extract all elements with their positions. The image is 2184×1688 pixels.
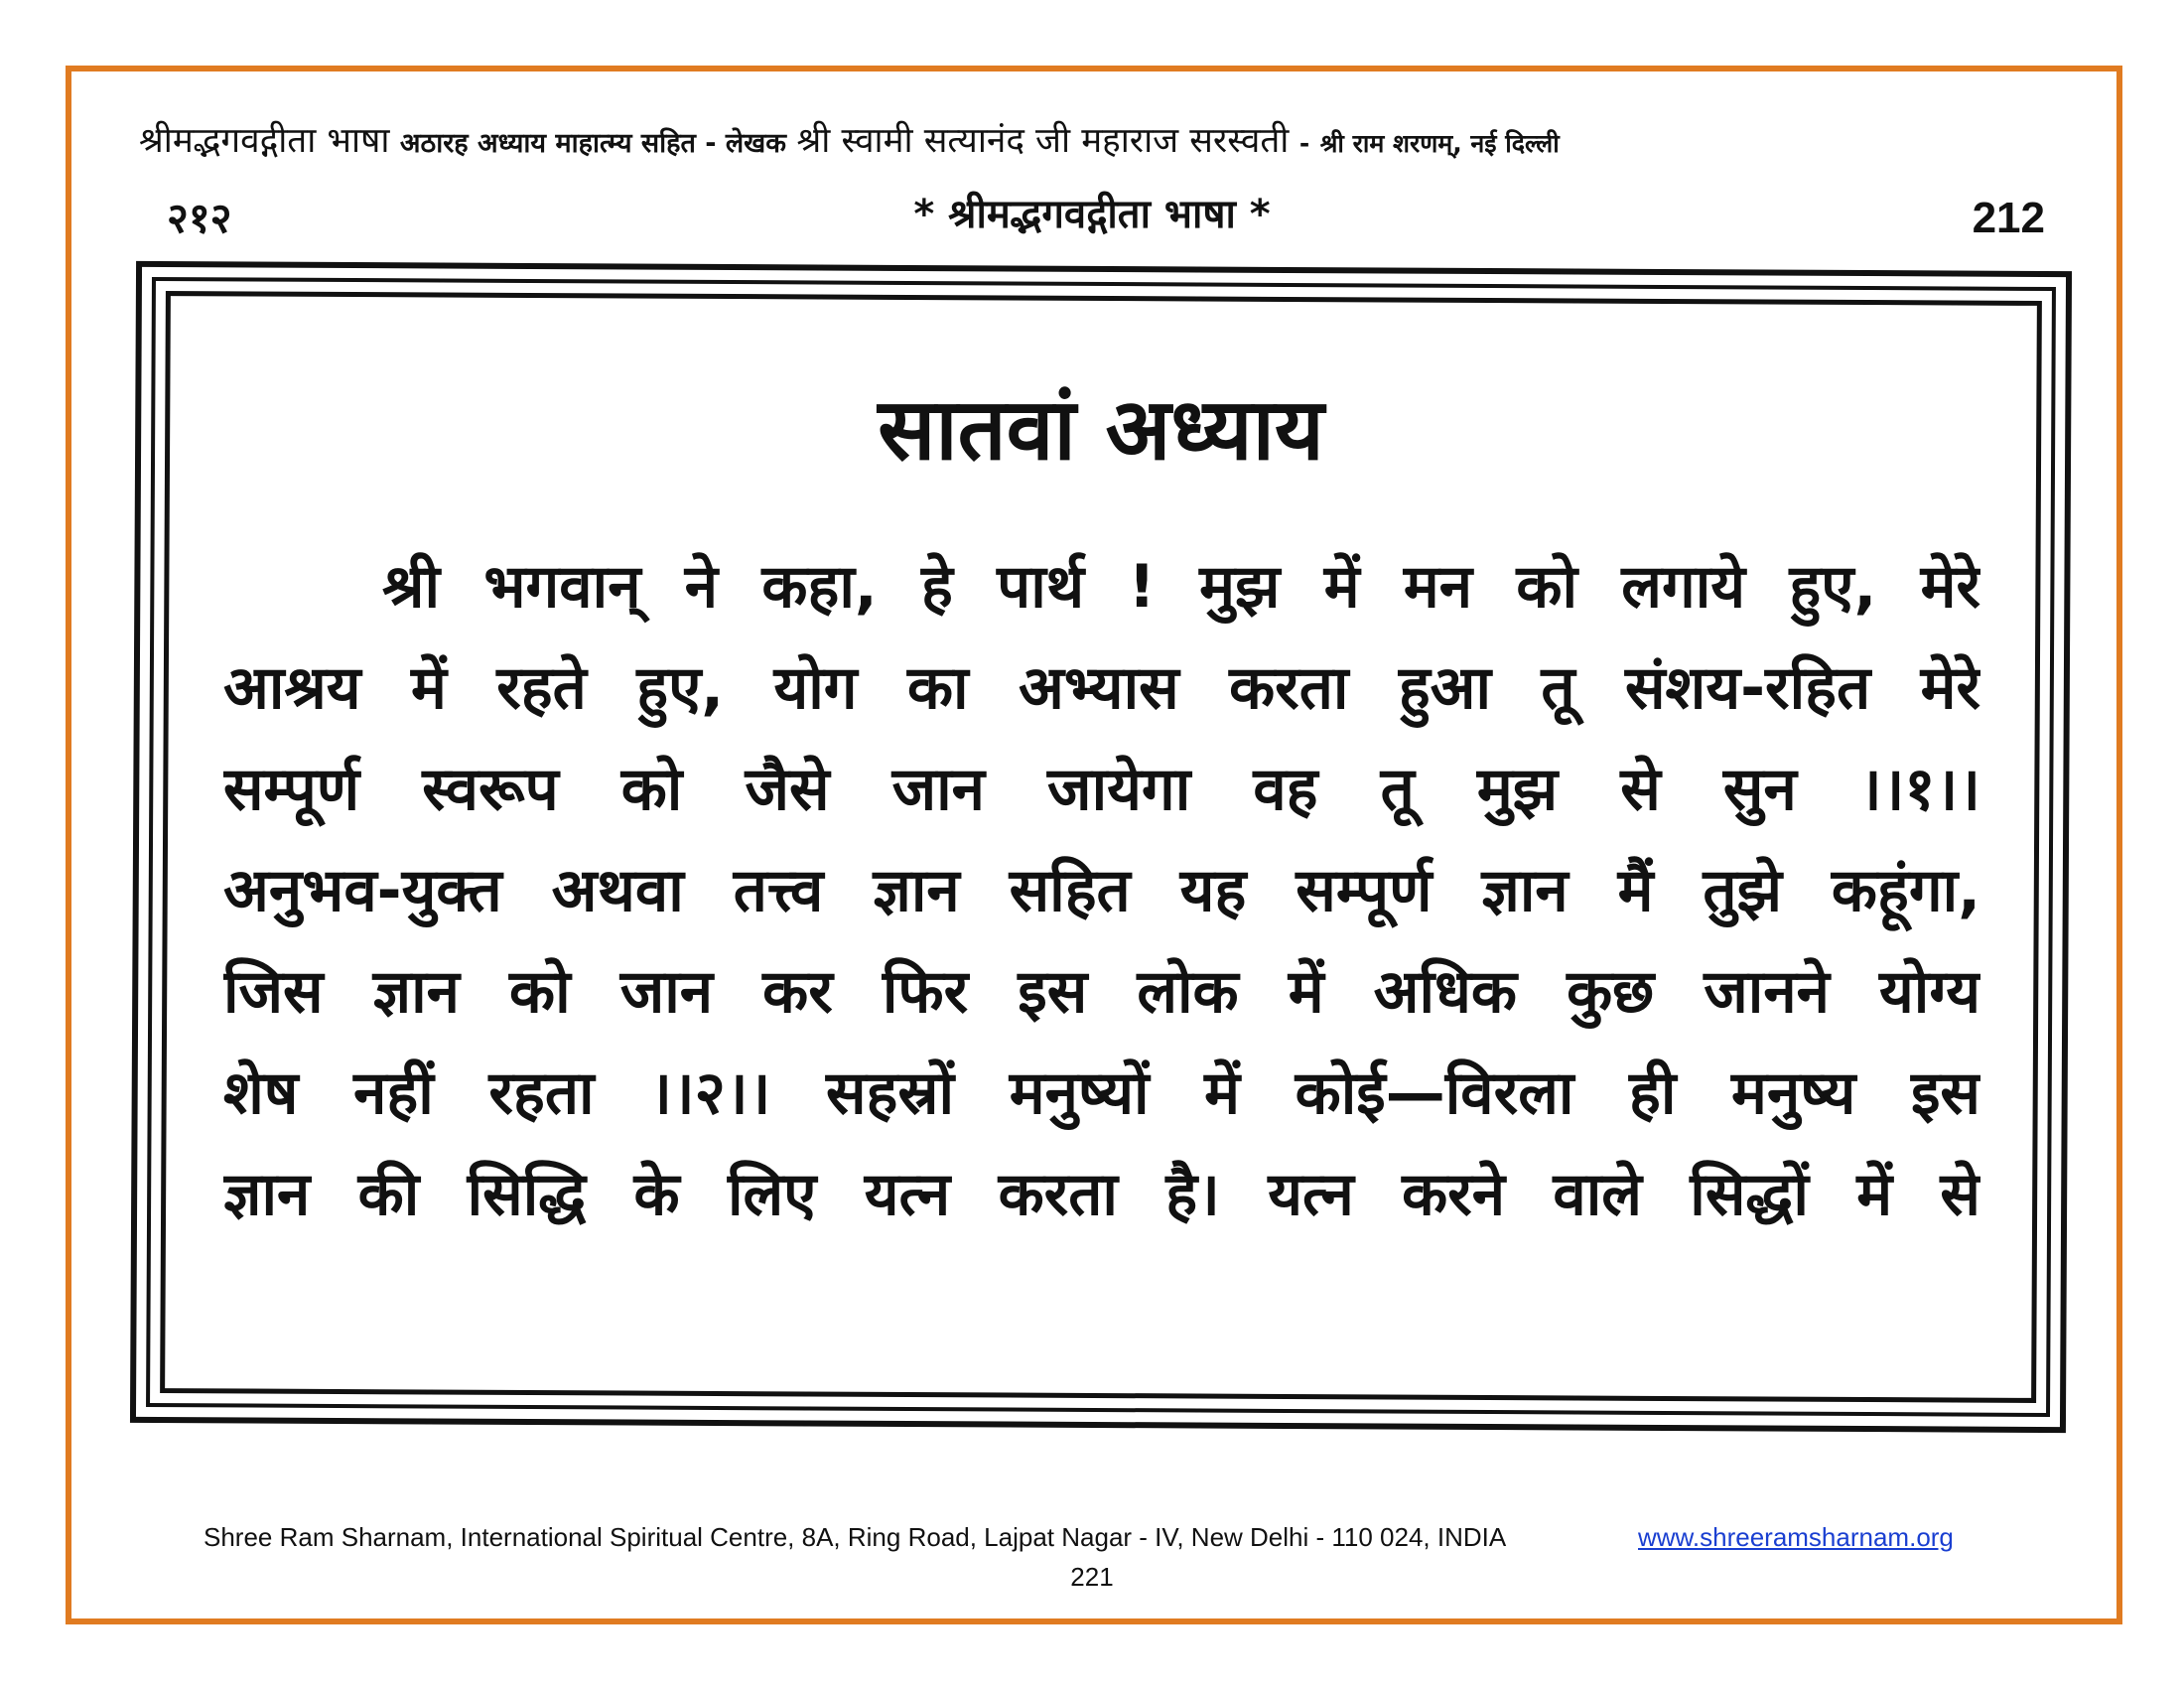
page-number-devanagari: २१२ <box>167 194 232 242</box>
page-number-arabic: 212 <box>1972 194 2045 242</box>
chapter-title: सातवां अध्याय <box>878 380 1324 480</box>
verse-text <box>223 536 1980 1245</box>
book-title: श्रीमद्भगवद्गीता भाषा <box>139 121 390 161</box>
text-line: अनुभव-युक्त अथवा तत्त्व ज्ञान सहित यह सम्पूर्ण ज्ञान मैं तुझे कहूंगा, <box>223 856 1980 925</box>
author-name: श्री स्वामी सत्यानंद जी महाराज सरस्वती <box>796 121 1290 161</box>
text-line: सम्पूर्ण स्वरूप को जैसे जान जायेगा वह तू मुझ से सुन ।।१।। <box>223 755 1980 824</box>
book-header <box>139 117 2065 168</box>
running-title: * श्रीमद्भगवद्गीता भाषा * <box>913 192 1271 237</box>
text-line: आश्रय में रहते हुए, योग का अभ्यास करता हुआ तू संशय-रहित मेरे <box>223 653 1980 723</box>
text-line: ज्ञान की सिद्धि के लिए यत्न करता है। यत्न करने वाले सिद्धों में से <box>223 1160 1980 1229</box>
text-line: जिस ज्ञान को जान कर फिर इस लोक में अधिक कुछ जानने योग्य <box>223 957 1980 1027</box>
footer-address: Shree Ram Sharnam, International Spiritual Centre, 8A, Ring Road, Lajpat Nagar - IV, New Delhi - 110 024, INDIA <box>204 1522 1507 1552</box>
book-subtitle: अठारह अध्याय माहात्म्य सहित - लेखक <box>399 128 787 159</box>
footer-page-number: 221 <box>1070 1562 1114 1592</box>
header-separator: - <box>1298 129 1310 158</box>
publisher-name: श्री राम शरणम्, नई दिल्ली <box>1319 129 1560 158</box>
website-link[interactable]: www.shreeramsharnam.org <box>1638 1522 1954 1552</box>
text-line: शेष नहीं रहता ।।२।। सहस्रों मनुष्यों में कोई—विरला ही मनुष्य इस <box>223 1058 1980 1128</box>
text-line: श्री भगवान् ने कहा, हे पार्थ ! मुझ में मन को लगाये हुए, मेरे <box>382 552 1980 622</box>
